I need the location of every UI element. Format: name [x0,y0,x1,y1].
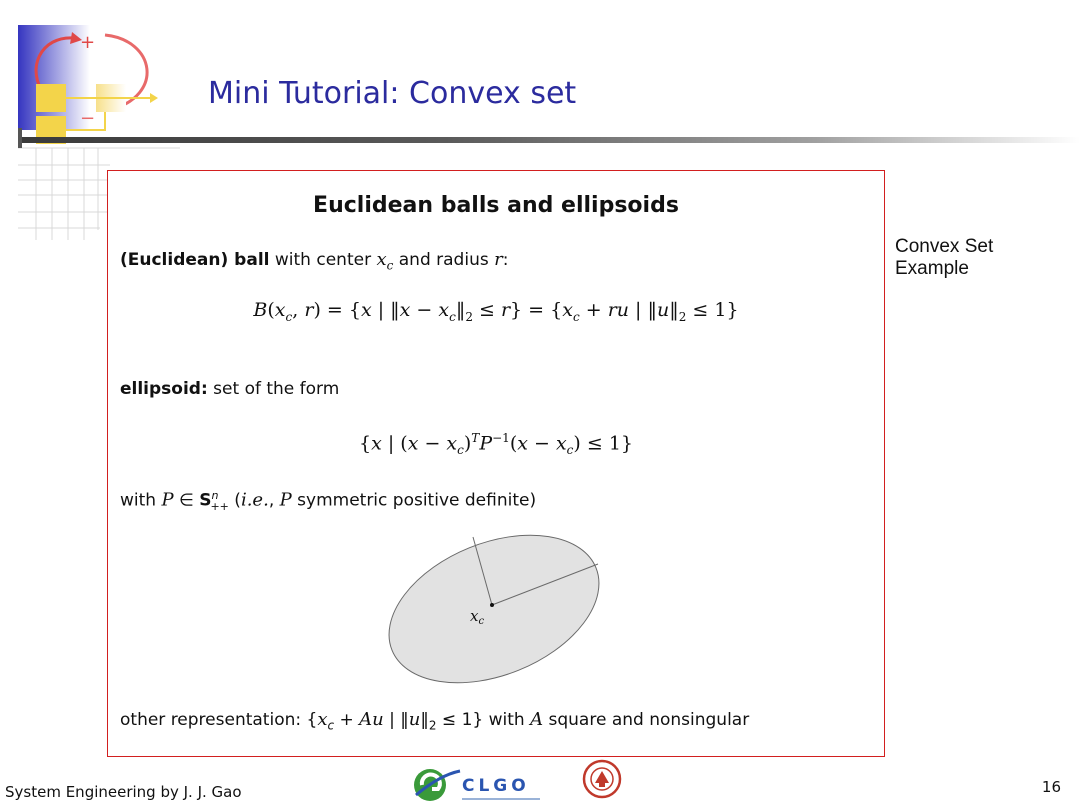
ball-term: (Euclidean) ball [120,250,270,270]
ellipsoid-term: ellipsoid: [120,379,208,399]
section-heading: Euclidean balls and ellipsoids [313,193,679,218]
ball-text-part1: with center [269,250,377,270]
ball-equation: $B(x_c$, r) = {x | ‖x − $x_c‖_2 \le r\} = \{x_c$ + ru | $‖u‖_2 \le 1$} [253,299,739,324]
ellipsoid-definition-line [120,379,339,399]
other-representation-line: other representation: {$x_c + Au$ | $‖u‖_2 \le 1$} with A square and nonsingular [120,709,750,733]
slide-title: Mini Tutorial: Convex set [208,76,577,111]
side-label: Convex Set Example [895,236,994,279]
ball-text-part2: and radius [393,250,495,270]
positive-definite-line: with P ∈ $S^n_{++}$ (i.e., P symmetric positive definite) [120,489,537,514]
svg-text:xc: $x_c$ [470,607,485,627]
ellipsoid-figure [378,529,608,684]
ball-text-part3: : [502,250,509,270]
content-box [107,170,885,757]
svg-text:−: − [80,108,96,129]
page-number: 16 [1041,778,1061,796]
ball-definition-line [120,249,508,273]
clgo-logo [410,765,546,807]
footer-author: System Engineering by J. J. Gao [5,783,242,801]
svg-text:+: + [80,32,96,53]
svg-text:CLGO: CLGO [462,776,530,796]
ellipsoid-equation: {x | $(x - x_c)^TP^{-1}(x - x_c) \le 1$} [358,431,633,458]
center-variable: $x_c$ [376,249,394,273]
university-seal-logo [582,759,622,799]
ellipsoid-text: set of the form [207,379,340,399]
title-divider [22,137,1080,143]
radius-variable: r [494,249,503,270]
